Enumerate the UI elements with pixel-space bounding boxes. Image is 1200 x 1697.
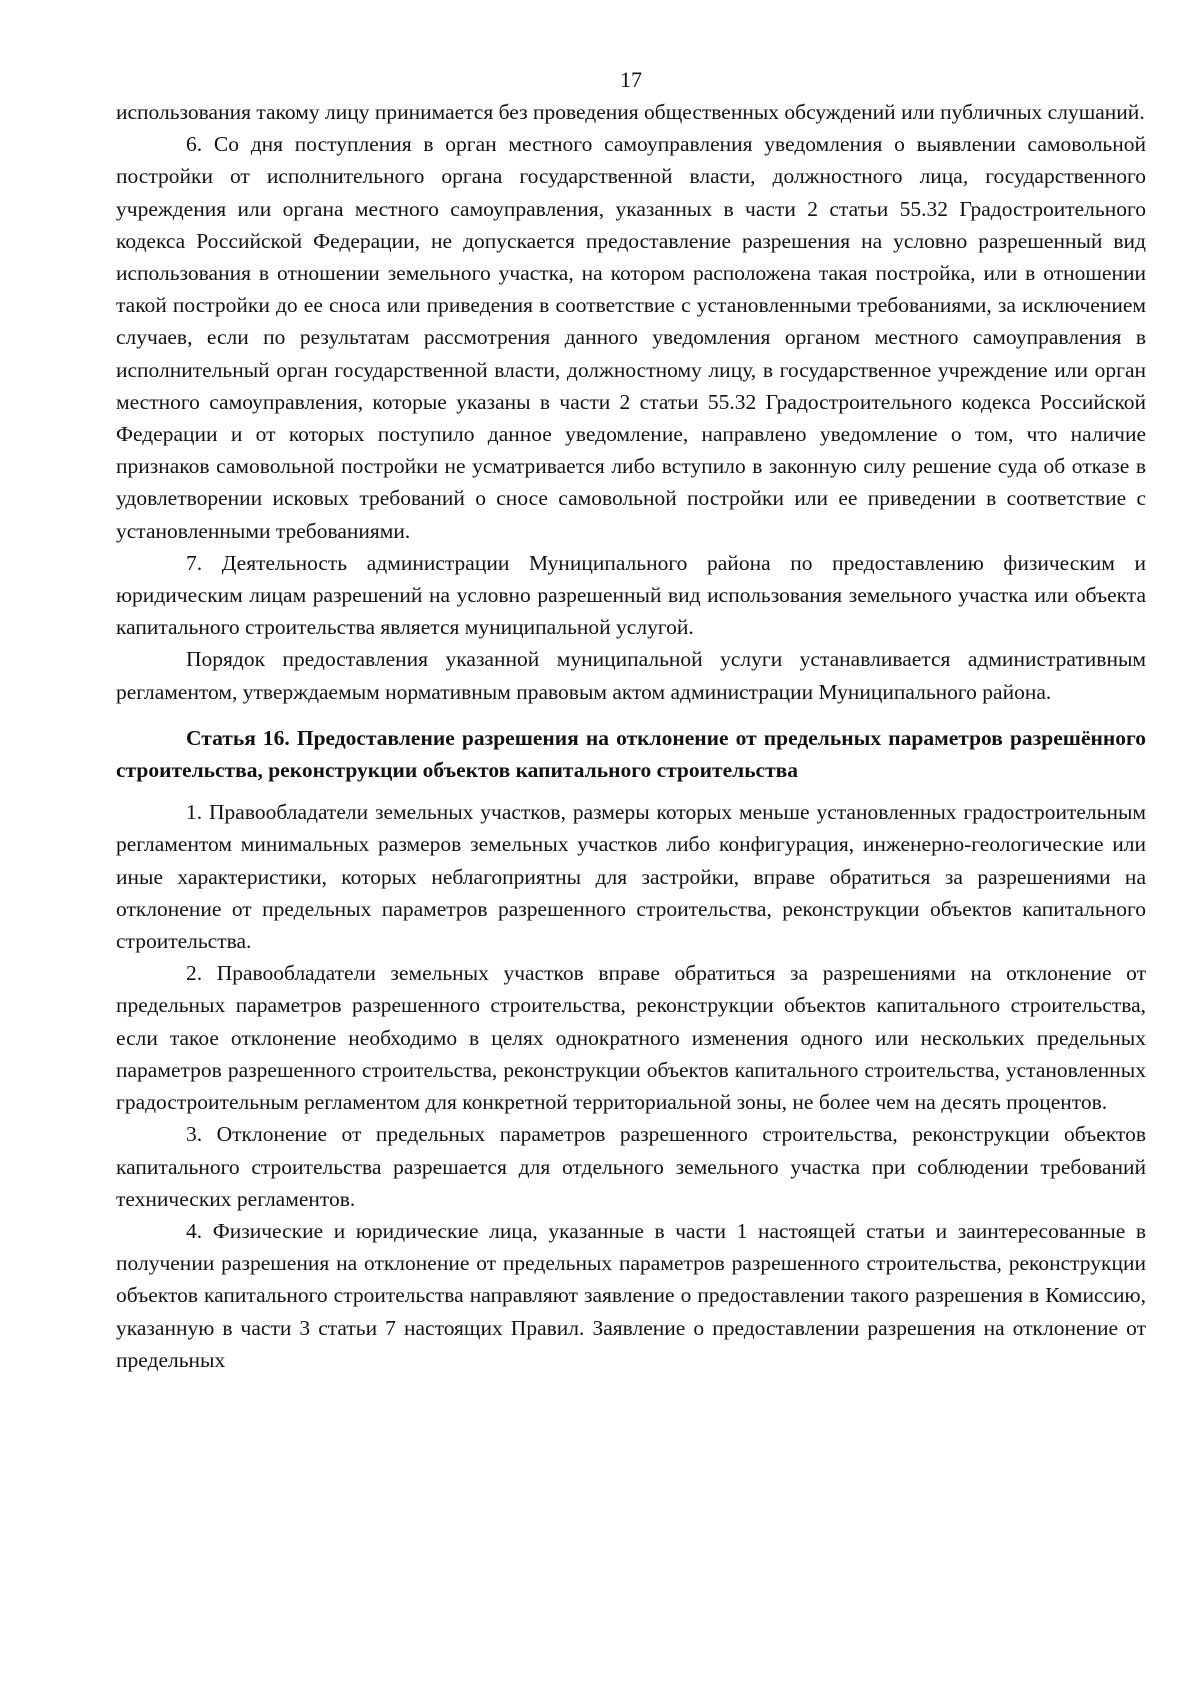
paragraph-procedure: Порядок предоставления указанной муниципальной услуги устанавливается административным регламентом, утверждаемым нормативным правовым актом администрации Муниципального района. — [116, 647, 1146, 704]
paragraph-article16-clause-2: 2. Правообладатели земельных участков вправе обратиться за разрешениями на отклонение от предельных параметров разрешенного строительства, реконструкции объектов капитального строительства, если такое отклонение необходимо в целях однократного изменения одного или нескольких предельных параметров разрешенного строительства, реконструкции объектов капитального строительства, установленных градостроительным регламентом для конкретной территориальной зоны, не более чем на десять процентов. — [116, 961, 1146, 1115]
paragraph-clause-6: 6. Со дня поступления в орган местного самоуправления уведомления о выявлении самовольной постройки от исполнительного органа государственной власти, должностного лица, государственного учреждения или органа местного самоуправления, указанных в части 2 статьи 55.32 Градостроительного кодекса Российской Федерации, не допускается предоставление разрешения на условно разрешенный вид использования в отношении земельного участка, на котором расположена такая постройка, или в отношении такой постройки до ее сноса или приведения в соответствие с установленными требованиями, за исключением случаев, если по результатам рассмотрения данного уведомления органом местного самоуправления в исполнительный орган государственной власти, должностному лицу, в государственное учреждение или орган местного самоуправления, которые указаны в части 2 статьи 55.32 Градостроительного кодекса Российской Федерации и от которых поступило данное уведомление, направлено уведомление о том, что наличие признаков самовольной постройки не усматривается либо вступило в законную силу решение суда об отказе в удовлетворении исковых требований о сносе самовольной постройки или ее приведении в соответствие с установленными требованиями. — [116, 132, 1146, 543]
paragraph-clause-7: 7. Деятельность администрации Муниципального района по предоставлению физическим и юридическим лицам разрешений на условно разрешенный вид использования земельного участка или объекта капитального строительства является муниципальной услугой. — [116, 550, 1146, 640]
paragraph-continuation: использования такому лицу принимается без проведения общественных обсуждений или публичных слушаний. — [116, 100, 1145, 124]
article-heading: Статья 16. Предоставление разрешения на отклонение от предельных параметров разрешённого строительства, реконструкции объектов капитального строительства — [116, 725, 1146, 783]
paragraph-article16-clause-4: 4. Физические и юридические лица, указанные в части 1 настоящей статьи и заинтересованные в получении разрешения на отклонение от предельных параметров разрешенного строительства, реконструкции объектов капитального строительства направляют заявление о предоставлении такого разрешения в Комиссию, указанную в части 3 статьи 7 настоящих Правил. Заявление о предоставлении разрешения на отклонение от предельных — [116, 1218, 1146, 1372]
page-number: 17 — [620, 67, 642, 92]
paragraph-article16-clause-3: 3. Отклонение от предельных параметров разрешенного строительства, реконструкции объектов капитального строительства разрешается для отдельного земельного участка при соблюдении требований технических регламентов. — [116, 1122, 1146, 1211]
document-page — [116, 66, 1146, 1376]
paragraph-article16-clause-1: 1. Правообладатели земельных участков, размеры которых меньше установленных градостроительным регламентом минимальных размеров земельных участков либо конфигурация, инженерно-геологические или иные характеристики, которых неблагоприятны для застройки, вправе обратиться за разрешениями на отклонение от предельных параметров разрешенного строительства, реконструкции объектов капитального строительства. — [116, 800, 1146, 954]
